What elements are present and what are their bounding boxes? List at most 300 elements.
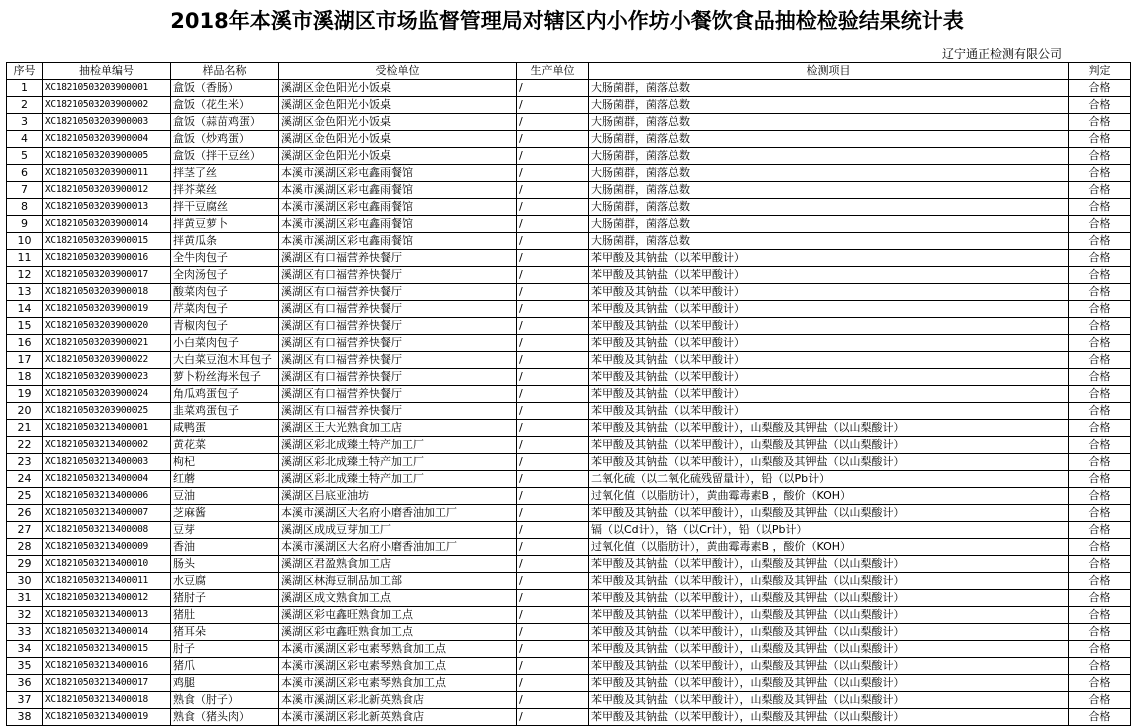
cell-inspected-unit[interactable]: 溪湖区彩屯鑫旺熟食加工点 (279, 607, 517, 624)
cell-sample[interactable]: 肠头 (171, 556, 279, 573)
cell-test-items[interactable]: 苯甲酸及其钠盐（以苯甲酸计） (589, 352, 1069, 369)
cell-seq[interactable]: 29 (7, 556, 43, 573)
cell-code[interactable]: XC18210503203900024 (43, 386, 171, 403)
cell-inspected-unit[interactable]: 本溪市溪湖区彩屯鑫雨餐馆 (279, 182, 517, 199)
cell-seq[interactable]: 28 (7, 539, 43, 556)
cell-sample[interactable]: 水豆腐 (171, 573, 279, 590)
cell-test-items[interactable]: 苯甲酸及其钠盐（以苯甲酸计），山梨酸及其钾盐（以山梨酸计） (589, 624, 1069, 641)
cell-seq[interactable]: 3 (7, 114, 43, 131)
cell-code[interactable]: XC18210503203900013 (43, 199, 171, 216)
table-row (7, 641, 1131, 658)
cell-test-items[interactable]: 苯甲酸及其钠盐（以苯甲酸计），山梨酸及其钾盐（以山梨酸计） (589, 675, 1069, 692)
cell-code[interactable]: XC18210503203900018 (43, 284, 171, 301)
cell-seq[interactable]: 30 (7, 573, 43, 590)
cell-seq[interactable]: 8 (7, 199, 43, 216)
cell-sample[interactable]: 鸡腿 (171, 675, 279, 692)
cell-producer[interactable]: / (517, 709, 589, 726)
cell-code[interactable]: XC18210503213400014 (43, 624, 171, 641)
cell-inspected-unit[interactable]: 本溪市溪湖区彩屯鑫雨餐馆 (279, 165, 517, 182)
cell-verdict[interactable]: 合格 (1069, 250, 1131, 267)
cell-inspected-unit[interactable]: 本溪市溪湖区大名府小磨香油加工厂 (279, 505, 517, 522)
table-row (7, 148, 1131, 165)
cell-seq[interactable]: 4 (7, 131, 43, 148)
cell-sample[interactable]: 青椒肉包子 (171, 318, 279, 335)
cell-seq[interactable]: 6 (7, 165, 43, 182)
cell-verdict[interactable]: 合格 (1069, 216, 1131, 233)
cell-code[interactable]: XC18210503203900001 (43, 80, 171, 97)
cell-code[interactable]: XC18210503203900012 (43, 182, 171, 199)
cell-seq[interactable]: 7 (7, 182, 43, 199)
cell-seq[interactable]: 5 (7, 148, 43, 165)
cell-code[interactable]: XC18210503203900017 (43, 267, 171, 284)
cell-seq[interactable]: 35 (7, 658, 43, 675)
cell-code[interactable]: XC18210503213400006 (43, 488, 171, 505)
cell-inspected-unit[interactable]: 溪湖区君盈熟食加工店 (279, 556, 517, 573)
cell-producer[interactable]: / (517, 182, 589, 199)
cell-sample[interactable]: 角瓜鸡蛋包子 (171, 386, 279, 403)
cell-test-items[interactable]: 苯甲酸及其钠盐（以苯甲酸计），山梨酸及其钾盐（以山梨酸计） (589, 641, 1069, 658)
cell-producer[interactable]: / (517, 250, 589, 267)
cell-inspected-unit[interactable]: 溪湖区有口福营养快餐厅 (279, 352, 517, 369)
cell-producer[interactable]: / (517, 165, 589, 182)
cell-producer[interactable]: / (517, 267, 589, 284)
cell-inspected-unit[interactable]: 溪湖区成文熟食加工点 (279, 590, 517, 607)
cell-sample[interactable]: 香油 (171, 539, 279, 556)
cell-code[interactable]: XC18210503213400011 (43, 573, 171, 590)
cell-code[interactable]: XC18210503213400016 (43, 658, 171, 675)
table-row (7, 709, 1131, 726)
cell-inspected-unit[interactable]: 溪湖区有口福营养快餐厅 (279, 250, 517, 267)
cell-sample[interactable]: 拌芥菜丝 (171, 182, 279, 199)
cell-seq[interactable]: 25 (7, 488, 43, 505)
cell-verdict[interactable]: 合格 (1069, 658, 1131, 675)
cell-verdict[interactable]: 合格 (1069, 284, 1131, 301)
cell-seq[interactable]: 22 (7, 437, 43, 454)
cell-code[interactable]: XC18210503213400012 (43, 590, 171, 607)
cell-seq[interactable]: 12 (7, 267, 43, 284)
cell-code[interactable]: XC18210503213400010 (43, 556, 171, 573)
cell-producer[interactable]: / (517, 318, 589, 335)
table-row (7, 488, 1131, 505)
cell-producer[interactable]: / (517, 352, 589, 369)
cell-inspected-unit[interactable]: 本溪市溪湖区彩北新英熟食店 (279, 692, 517, 709)
cell-verdict[interactable]: 合格 (1069, 573, 1131, 590)
cell-sample[interactable]: 拌黄豆萝卜 (171, 216, 279, 233)
cell-sample[interactable]: 猪肘子 (171, 590, 279, 607)
cell-verdict[interactable]: 合格 (1069, 641, 1131, 658)
cell-sample[interactable]: 豆油 (171, 488, 279, 505)
cell-seq[interactable]: 20 (7, 403, 43, 420)
cell-producer[interactable]: / (517, 522, 589, 539)
cell-seq[interactable]: 37 (7, 692, 43, 709)
cell-verdict[interactable]: 合格 (1069, 692, 1131, 709)
cell-test-items[interactable]: 大肠菌群，菌落总数 (589, 80, 1069, 97)
cell-code[interactable]: XC18210503203900020 (43, 318, 171, 335)
cell-inspected-unit[interactable]: 溪湖区有口福营养快餐厅 (279, 335, 517, 352)
table-row (7, 539, 1131, 556)
cell-seq[interactable]: 16 (7, 335, 43, 352)
cell-sample[interactable]: 芹菜肉包子 (171, 301, 279, 318)
cell-test-items[interactable]: 过氧化值（以脂肪计），黄曲霉毒素B ，酸价（KOH） (589, 488, 1069, 505)
cell-verdict[interactable]: 合格 (1069, 505, 1131, 522)
cell-verdict[interactable]: 合格 (1069, 437, 1131, 454)
cell-verdict[interactable]: 合格 (1069, 80, 1131, 97)
table-row (7, 454, 1131, 471)
cell-verdict[interactable]: 合格 (1069, 386, 1131, 403)
cell-test-items[interactable]: 苯甲酸及其钠盐（以苯甲酸计） (589, 403, 1069, 420)
cell-producer[interactable]: / (517, 573, 589, 590)
cell-sample[interactable]: 猪肚 (171, 607, 279, 624)
cell-sample[interactable]: 猪爪 (171, 658, 279, 675)
header-code[interactable]: 抽检单编号 (43, 63, 171, 80)
cell-producer[interactable]: / (517, 437, 589, 454)
cell-sample[interactable]: 大白菜豆泡木耳包子 (171, 352, 279, 369)
cell-sample[interactable]: 盒饭（拌干豆丝） (171, 148, 279, 165)
table-row (7, 471, 1131, 488)
cell-inspected-unit[interactable]: 溪湖区彩屯鑫旺熟食加工点 (279, 624, 517, 641)
cell-sample[interactable]: 猪耳朵 (171, 624, 279, 641)
header-verdict[interactable]: 判定 (1069, 63, 1131, 80)
cell-sample[interactable]: 红蘑 (171, 471, 279, 488)
cell-code[interactable]: XC18210503213400013 (43, 607, 171, 624)
cell-producer[interactable]: / (517, 114, 589, 131)
cell-producer[interactable]: / (517, 624, 589, 641)
cell-inspected-unit[interactable]: 本溪市溪湖区彩屯鑫雨餐馆 (279, 199, 517, 216)
cell-code[interactable]: XC18210503213400003 (43, 454, 171, 471)
cell-inspected-unit[interactable]: 溪湖区彩北成臻土特产加工厂 (279, 471, 517, 488)
cell-inspected-unit[interactable]: 溪湖区彩北成臻土特产加工厂 (279, 454, 517, 471)
cell-test-items[interactable]: 苯甲酸及其钠盐（以苯甲酸计） (589, 284, 1069, 301)
cell-verdict[interactable]: 合格 (1069, 335, 1131, 352)
cell-code[interactable]: XC18210503203900005 (43, 148, 171, 165)
cell-test-items[interactable]: 大肠菌群，菌落总数 (589, 131, 1069, 148)
cell-inspected-unit[interactable]: 溪湖区金色阳光小饭桌 (279, 114, 517, 131)
cell-seq[interactable]: 21 (7, 420, 43, 437)
cell-sample[interactable]: 小白菜肉包子 (171, 335, 279, 352)
cell-seq[interactable]: 14 (7, 301, 43, 318)
cell-code[interactable]: XC18210503203900016 (43, 250, 171, 267)
table-row (7, 369, 1131, 386)
cell-verdict[interactable]: 合格 (1069, 318, 1131, 335)
cell-test-items[interactable]: 苯甲酸及其钠盐（以苯甲酸计），山梨酸及其钾盐（以山梨酸计） (589, 437, 1069, 454)
table-row (7, 573, 1131, 590)
table-row (7, 437, 1131, 454)
cell-sample[interactable]: 盒饭（炒鸡蛋） (171, 131, 279, 148)
cell-test-items[interactable]: 苯甲酸及其钠盐（以苯甲酸计），山梨酸及其钾盐（以山梨酸计） (589, 556, 1069, 573)
cell-code[interactable]: XC18210503203900023 (43, 369, 171, 386)
cell-verdict[interactable]: 合格 (1069, 556, 1131, 573)
table-row (7, 199, 1131, 216)
cell-code[interactable]: XC18210503203900014 (43, 216, 171, 233)
cell-verdict[interactable]: 合格 (1069, 624, 1131, 641)
cell-test-items[interactable]: 大肠菌群，菌落总数 (589, 114, 1069, 131)
cell-producer[interactable]: / (517, 471, 589, 488)
table-row (7, 403, 1131, 420)
cell-test-items[interactable]: 大肠菌群，菌落总数 (589, 216, 1069, 233)
cell-seq[interactable]: 32 (7, 607, 43, 624)
cell-seq[interactable]: 34 (7, 641, 43, 658)
cell-inspected-unit[interactable]: 溪湖区成成豆芽加工厂 (279, 522, 517, 539)
cell-verdict[interactable]: 合格 (1069, 590, 1131, 607)
cell-sample[interactable]: 萝卜粉丝海米包子 (171, 369, 279, 386)
table-row (7, 250, 1131, 267)
cell-verdict[interactable]: 合格 (1069, 454, 1131, 471)
cell-producer[interactable]: / (517, 454, 589, 471)
table-row (7, 233, 1131, 250)
cell-producer[interactable]: / (517, 488, 589, 505)
cell-test-items[interactable]: 大肠菌群，菌落总数 (589, 233, 1069, 250)
cell-inspected-unit[interactable]: 溪湖区有口福营养快餐厅 (279, 403, 517, 420)
cell-code[interactable]: XC18210503213400004 (43, 471, 171, 488)
cell-verdict[interactable]: 合格 (1069, 182, 1131, 199)
cell-producer[interactable]: / (517, 199, 589, 216)
table-row (7, 590, 1131, 607)
cell-sample[interactable]: 芝麻酱 (171, 505, 279, 522)
cell-producer[interactable]: / (517, 420, 589, 437)
cell-test-items[interactable]: 苯甲酸及其钠盐（以苯甲酸计），山梨酸及其钾盐（以山梨酸计） (589, 454, 1069, 471)
cell-sample[interactable]: 咸鸭蛋 (171, 420, 279, 437)
cell-code[interactable]: XC18210503203900019 (43, 301, 171, 318)
cell-test-items[interactable]: 镉（以Cd计），铬（以Cr计），铅（以Pb计） (589, 522, 1069, 539)
cell-verdict[interactable]: 合格 (1069, 539, 1131, 556)
cell-producer[interactable]: / (517, 301, 589, 318)
cell-code[interactable]: XC18210503213400019 (43, 709, 171, 726)
cell-inspected-unit[interactable]: 本溪市溪湖区彩屯素琴熟食加工点 (279, 658, 517, 675)
cell-verdict[interactable]: 合格 (1069, 233, 1131, 250)
cell-producer[interactable]: / (517, 403, 589, 420)
cell-sample[interactable]: 酸菜肉包子 (171, 284, 279, 301)
cell-producer[interactable]: / (517, 505, 589, 522)
cell-seq[interactable]: 1 (7, 80, 43, 97)
cell-test-items[interactable]: 苯甲酸及其钠盐（以苯甲酸计） (589, 369, 1069, 386)
cell-inspected-unit[interactable]: 本溪市溪湖区彩北新英熟食店 (279, 709, 517, 726)
cell-producer[interactable]: / (517, 233, 589, 250)
cell-test-items[interactable]: 苯甲酸及其钠盐（以苯甲酸计），山梨酸及其钾盐（以山梨酸计） (589, 658, 1069, 675)
cell-test-items[interactable]: 大肠菌群，菌落总数 (589, 165, 1069, 182)
cell-test-items[interactable]: 大肠菌群，菌落总数 (589, 182, 1069, 199)
cell-code[interactable]: XC18210503213400018 (43, 692, 171, 709)
cell-producer[interactable]: / (517, 556, 589, 573)
cell-inspected-unit[interactable]: 溪湖区有口福营养快餐厅 (279, 369, 517, 386)
cell-sample[interactable]: 熟食（猪头肉） (171, 709, 279, 726)
cell-seq[interactable]: 11 (7, 250, 43, 267)
cell-inspected-unit[interactable]: 本溪市溪湖区大名府小磨香油加工厂 (279, 539, 517, 556)
cell-code[interactable]: XC18210503213400017 (43, 675, 171, 692)
cell-test-items[interactable]: 苯甲酸及其钠盐（以苯甲酸计） (589, 267, 1069, 284)
cell-test-items[interactable]: 苯甲酸及其钠盐（以苯甲酸计），山梨酸及其钾盐（以山梨酸计） (589, 590, 1069, 607)
cell-code[interactable]: XC18210503203900021 (43, 335, 171, 352)
cell-producer[interactable]: / (517, 607, 589, 624)
cell-code[interactable]: XC18210503203900025 (43, 403, 171, 420)
cell-verdict[interactable]: 合格 (1069, 199, 1131, 216)
cell-seq[interactable]: 38 (7, 709, 43, 726)
cell-test-items[interactable]: 过氧化值（以脂肪计），黄曲霉毒素B ，酸价（KOH） (589, 539, 1069, 556)
cell-producer[interactable]: / (517, 369, 589, 386)
table-row (7, 420, 1131, 437)
cell-code[interactable]: XC18210503213400001 (43, 420, 171, 437)
table-row (7, 607, 1131, 624)
cell-inspected-unit[interactable]: 溪湖区有口福营养快餐厅 (279, 284, 517, 301)
cell-sample[interactable]: 肘子 (171, 641, 279, 658)
cell-test-items[interactable]: 苯甲酸及其钠盐（以苯甲酸计） (589, 301, 1069, 318)
cell-producer[interactable]: / (517, 658, 589, 675)
report-title: 2018年本溪市溪湖区市场监督管理局对辖区内小作坊小餐饮食品抽检检验结果统计表 (170, 9, 964, 33)
cell-inspected-unit[interactable]: 溪湖区有口福营养快餐厅 (279, 267, 517, 284)
header-inspected-unit[interactable]: 受检单位 (279, 63, 517, 80)
cell-test-items[interactable]: 苯甲酸及其钠盐（以苯甲酸计） (589, 386, 1069, 403)
cell-seq[interactable]: 26 (7, 505, 43, 522)
cell-seq[interactable]: 19 (7, 386, 43, 403)
cell-inspected-unit[interactable]: 溪湖区林海豆制品加工部 (279, 573, 517, 590)
cell-verdict[interactable]: 合格 (1069, 420, 1131, 437)
cell-sample[interactable]: 全牛肉包子 (171, 250, 279, 267)
cell-sample[interactable]: 熟食（肘子） (171, 692, 279, 709)
cell-seq[interactable]: 33 (7, 624, 43, 641)
cell-seq[interactable]: 31 (7, 590, 43, 607)
header-seq[interactable]: 序号 (7, 63, 43, 80)
cell-seq[interactable]: 9 (7, 216, 43, 233)
cell-code[interactable]: XC18210503213400002 (43, 437, 171, 454)
cell-verdict[interactable]: 合格 (1069, 403, 1131, 420)
cell-inspected-unit[interactable]: 溪湖区金色阳光小饭桌 (279, 80, 517, 97)
cell-seq[interactable]: 2 (7, 97, 43, 114)
cell-producer[interactable]: / (517, 216, 589, 233)
cell-seq[interactable]: 13 (7, 284, 43, 301)
cell-producer[interactable]: / (517, 80, 589, 97)
cell-seq[interactable]: 10 (7, 233, 43, 250)
cell-verdict[interactable]: 合格 (1069, 352, 1131, 369)
cell-inspected-unit[interactable]: 溪湖区王大光熟食加工店 (279, 420, 517, 437)
cell-seq[interactable]: 24 (7, 471, 43, 488)
cell-test-items[interactable]: 苯甲酸及其钠盐（以苯甲酸计），山梨酸及其钾盐（以山梨酸计） (589, 505, 1069, 522)
table-row (7, 386, 1131, 403)
cell-inspected-unit[interactable]: 溪湖区彩北成臻土特产加工厂 (279, 437, 517, 454)
header-producer[interactable]: 生产单位 (517, 63, 589, 80)
cell-inspected-unit[interactable]: 本溪市溪湖区彩屯素琴熟食加工点 (279, 675, 517, 692)
cell-verdict[interactable]: 合格 (1069, 522, 1131, 539)
cell-verdict[interactable]: 合格 (1069, 114, 1131, 131)
cell-verdict[interactable]: 合格 (1069, 488, 1131, 505)
cell-test-items[interactable]: 大肠菌群，菌落总数 (589, 148, 1069, 165)
cell-seq[interactable]: 15 (7, 318, 43, 335)
cell-sample[interactable]: 盒饭（香肠） (171, 80, 279, 97)
cell-sample[interactable]: 黄花菜 (171, 437, 279, 454)
cell-producer[interactable]: / (517, 539, 589, 556)
cell-sample[interactable]: 拌黄瓜条 (171, 233, 279, 250)
cell-sample[interactable]: 拌茎了丝 (171, 165, 279, 182)
cell-sample[interactable]: 枸杞 (171, 454, 279, 471)
table-row (7, 692, 1131, 709)
cell-producer[interactable]: / (517, 675, 589, 692)
cell-verdict[interactable]: 合格 (1069, 267, 1131, 284)
cell-code[interactable]: XC18210503213400008 (43, 522, 171, 539)
cell-verdict[interactable]: 合格 (1069, 131, 1131, 148)
cell-test-items[interactable]: 大肠菌群，菌落总数 (589, 199, 1069, 216)
cell-code[interactable]: XC18210503203900011 (43, 165, 171, 182)
cell-test-items[interactable]: 苯甲酸及其钠盐（以苯甲酸计） (589, 318, 1069, 335)
cell-verdict[interactable]: 合格 (1069, 97, 1131, 114)
cell-verdict[interactable]: 合格 (1069, 675, 1131, 692)
cell-sample[interactable]: 豆芽 (171, 522, 279, 539)
table-row (7, 97, 1131, 114)
cell-code[interactable]: XC18210503203900022 (43, 352, 171, 369)
cell-test-items[interactable]: 苯甲酸及其钠盐（以苯甲酸计），山梨酸及其钾盐（以山梨酸计） (589, 420, 1069, 437)
cell-code[interactable]: XC18210503203900002 (43, 97, 171, 114)
cell-seq[interactable]: 18 (7, 369, 43, 386)
cell-verdict[interactable]: 合格 (1069, 148, 1131, 165)
cell-inspected-unit[interactable]: 溪湖区金色阳光小饭桌 (279, 97, 517, 114)
cell-code[interactable]: XC18210503213400007 (43, 505, 171, 522)
cell-inspected-unit[interactable]: 溪湖区有口福营养快餐厅 (279, 318, 517, 335)
cell-seq[interactable]: 17 (7, 352, 43, 369)
cell-inspected-unit[interactable]: 溪湖区金色阳光小饭桌 (279, 148, 517, 165)
cell-producer[interactable]: / (517, 148, 589, 165)
cell-test-items[interactable]: 二氧化硫（以二氧化硫残留量计），铅（以Pb计） (589, 471, 1069, 488)
cell-sample[interactable]: 盒饭（花生米） (171, 97, 279, 114)
table-row (7, 216, 1131, 233)
cell-code[interactable]: XC18210503213400009 (43, 539, 171, 556)
cell-sample[interactable]: 拌干豆腐丝 (171, 199, 279, 216)
cell-inspected-unit[interactable]: 溪湖区吕底亚油坊 (279, 488, 517, 505)
cell-inspected-unit[interactable]: 溪湖区有口福营养快餐厅 (279, 386, 517, 403)
header-row (7, 63, 1131, 80)
cell-seq[interactable]: 36 (7, 675, 43, 692)
cell-producer[interactable]: / (517, 131, 589, 148)
cell-producer[interactable]: / (517, 692, 589, 709)
cell-test-items[interactable]: 苯甲酸及其钠盐（以苯甲酸计），山梨酸及其钾盐（以山梨酸计） (589, 692, 1069, 709)
cell-test-items[interactable]: 苯甲酸及其钠盐（以苯甲酸计），山梨酸及其钾盐（以山梨酸计） (589, 607, 1069, 624)
cell-sample[interactable]: 全肉汤包子 (171, 267, 279, 284)
cell-test-items[interactable]: 苯甲酸及其钠盐（以苯甲酸计），山梨酸及其钾盐（以山梨酸计） (589, 573, 1069, 590)
cell-test-items[interactable]: 大肠菌群，菌落总数 (589, 97, 1069, 114)
cell-seq[interactable]: 23 (7, 454, 43, 471)
company-name: 辽宁通正检测有限公司 (941, 47, 1062, 61)
cell-producer[interactable]: / (517, 590, 589, 607)
cell-producer[interactable]: / (517, 284, 589, 301)
cell-inspected-unit[interactable]: 本溪市溪湖区彩屯鑫雨餐馆 (279, 233, 517, 250)
cell-inspected-unit[interactable]: 溪湖区有口福营养快餐厅 (279, 301, 517, 318)
cell-test-items[interactable]: 苯甲酸及其钠盐（以苯甲酸计） (589, 250, 1069, 267)
cell-verdict[interactable]: 合格 (1069, 709, 1131, 726)
cell-producer[interactable]: / (517, 335, 589, 352)
header-test-items[interactable]: 检测项目 (589, 63, 1069, 80)
cell-verdict[interactable]: 合格 (1069, 369, 1131, 386)
cell-test-items[interactable]: 苯甲酸及其钠盐（以苯甲酸计） (589, 335, 1069, 352)
table-row (7, 624, 1131, 641)
cell-producer[interactable]: / (517, 386, 589, 403)
cell-producer[interactable]: / (517, 641, 589, 658)
cell-code[interactable]: XC18210503203900015 (43, 233, 171, 250)
cell-seq[interactable]: 27 (7, 522, 43, 539)
cell-inspected-unit[interactable]: 溪湖区金色阳光小饭桌 (279, 131, 517, 148)
cell-test-items[interactable]: 苯甲酸及其钠盐（以苯甲酸计），山梨酸及其钾盐（以山梨酸计） (589, 709, 1069, 726)
cell-code[interactable]: XC18210503203900004 (43, 131, 171, 148)
cell-inspected-unit[interactable]: 本溪市溪湖区彩屯素琴熟食加工点 (279, 641, 517, 658)
cell-verdict[interactable]: 合格 (1069, 471, 1131, 488)
cell-verdict[interactable]: 合格 (1069, 301, 1131, 318)
cell-verdict[interactable]: 合格 (1069, 607, 1131, 624)
cell-sample[interactable]: 盒饭（蒜苗鸡蛋） (171, 114, 279, 131)
cell-code[interactable]: XC18210503213400015 (43, 641, 171, 658)
table-row (7, 267, 1131, 284)
cell-verdict[interactable]: 合格 (1069, 165, 1131, 182)
cell-sample[interactable]: 韭菜鸡蛋包子 (171, 403, 279, 420)
cell-code[interactable]: XC18210503203900003 (43, 114, 171, 131)
table-row (7, 301, 1131, 318)
header-sample[interactable]: 样品名称 (171, 63, 279, 80)
cell-producer[interactable]: / (517, 97, 589, 114)
cell-inspected-unit[interactable]: 本溪市溪湖区彩屯鑫雨餐馆 (279, 216, 517, 233)
